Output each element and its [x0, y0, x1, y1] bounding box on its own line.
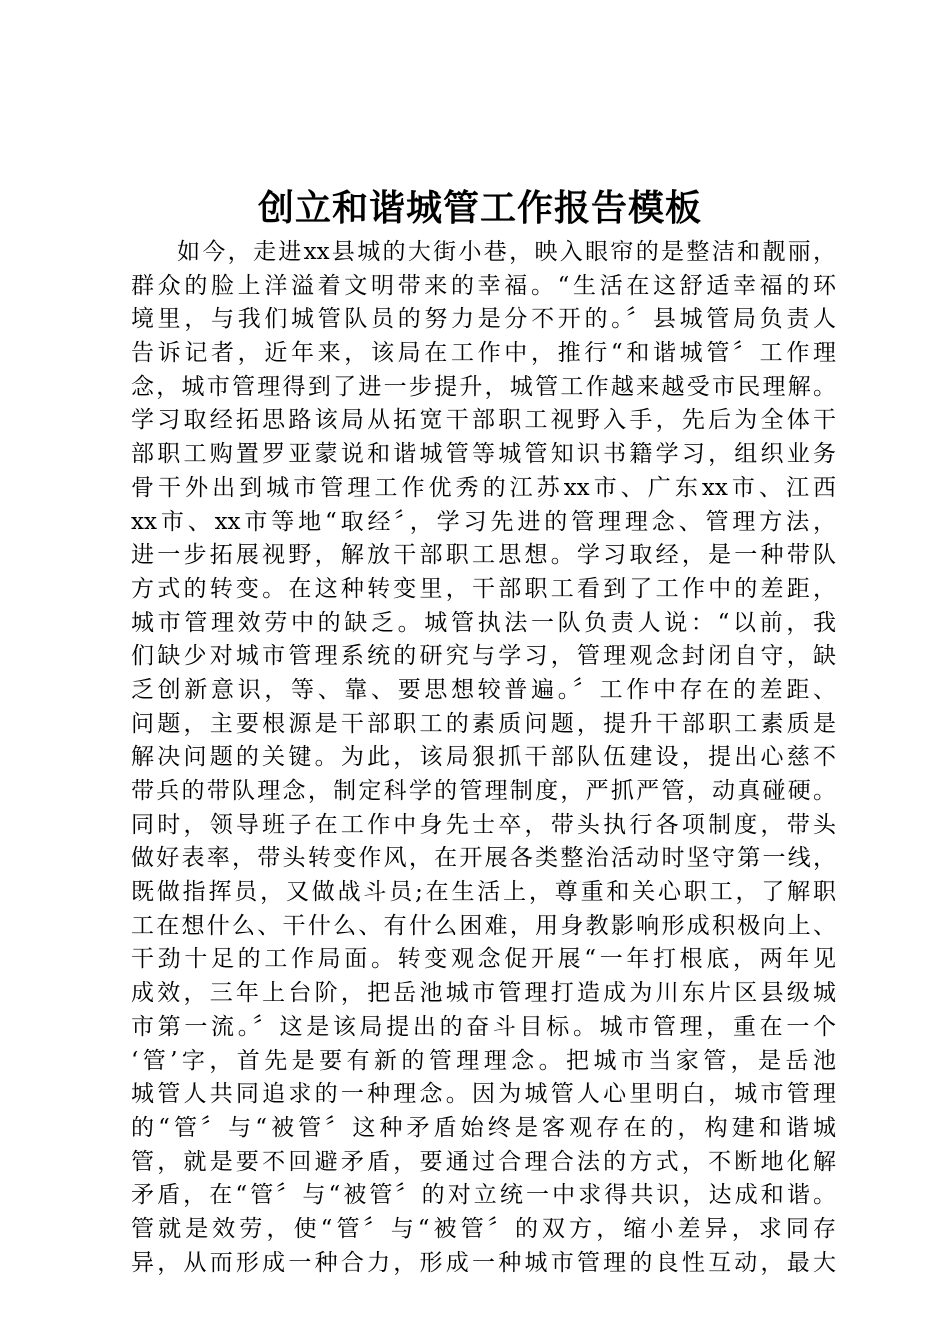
- body-line: 管就是效劳，使“管〞与“被管〞的双方，缩小差异，求同存: [131, 1215, 836, 1242]
- body-line: 问题，主要根源是干部职工的素质问题，提升干部职工素质是: [131, 710, 836, 737]
- body-line: 异，从而形成一种合力，形成一种城市管理的良性互动，最大: [131, 1249, 836, 1276]
- body-line: 同时，领导班子在工作中身先士卒，带头执行各项制度，带头: [131, 811, 836, 838]
- body-line: 告诉记者，近年来，该局在工作中，推行“和谐城管〞工作理: [131, 340, 836, 367]
- body-line: 骨干外出到城市管理工作优秀的江苏xx市、广东xx市、江西: [131, 474, 836, 501]
- body-line: 部职工购置罗亚蒙说和谐城管等城管知识书籍学习，组织业务: [131, 441, 836, 468]
- body-line: 市第一流。〞这是该局提出的奋斗目标。城市管理，重在一个: [131, 1013, 836, 1040]
- body-line: 群众的脸上洋溢着文明带来的幸福。“生活在这舒适幸福的环: [131, 272, 836, 299]
- body-line: 境里，与我们城管队员的努力是分不开的。〞县城管局负责人: [131, 306, 836, 333]
- document-body: [131, 236, 836, 1280]
- body-line: 矛盾，在“管〞与“被管〞的对立统一中求得共识，达成和谐。: [131, 1182, 836, 1209]
- body-line: 既做指挥员，又做战斗员;在生活上，尊重和关心职工，了解职: [131, 879, 836, 906]
- body-line: 方式的转变。在这种转变里，干部职工看到了工作中的差距，: [131, 575, 836, 602]
- body-line: xx市、xx市等地“取经〞，学习先进的管理理念、管理方法，: [131, 508, 836, 535]
- body-line: 念，城市管理得到了进一步提升，城管工作越来越受市民理解。: [131, 373, 836, 400]
- body-line: ‘管’字，首先是要有新的管理理念。把城市当家管，是岳池: [131, 1047, 836, 1074]
- body-line: 管，就是要不回避矛盾，要通过合理合法的方式，不断地化解: [131, 1148, 836, 1175]
- document-title: 创立和谐城管工作报告模板: [257, 187, 702, 229]
- body-line: 城市管理效劳中的缺乏。城管执法一队负责人说：“以前，我: [131, 609, 836, 636]
- body-line: 城管人共同追求的一种理念。因为城管人心里明白，城市管理: [131, 1081, 836, 1108]
- body-line: 学习取经拓思路该局从拓宽干部职工视野入手，先后为全体干: [131, 407, 836, 434]
- body-line: 解决问题的关键。为此，该局狠抓干部队伍建设，提出心慈不: [131, 744, 836, 771]
- body-line: 工在想什么、干什么、有什么困难，用身教影响形成积极向上、: [131, 912, 836, 939]
- body-line: 干劲十足的工作局面。转变观念促开展“一年打根底，两年见: [131, 946, 836, 973]
- body-line: 成效，三年上台阶，把岳池城市管理打造成为川东片区县级城: [131, 980, 836, 1007]
- body-line: 乏创新意识，等、靠、要思想较普遍。〞工作中存在的差距、: [131, 676, 836, 703]
- body-line: 的“管〞与“被管〞这种矛盾始终是客观存在的，构建和谐城: [131, 1114, 836, 1141]
- body-line: 如今，走进xx县城的大街小巷，映入眼帘的是整洁和靓丽，: [177, 239, 836, 265]
- body-line: 带兵的带队理念，制定科学的管理制度，严抓严管，动真碰硬。: [131, 778, 836, 804]
- body-line: 做好表率，带头转变作风，在开展各类整治活动时坚守第一线，: [131, 845, 836, 872]
- body-line: 进一步拓展视野，解放干部职工思想。学习取经，是一种带队: [131, 542, 836, 569]
- body-line: 们缺少对城市管理系统的研究与学习，管理观念封闭自守，缺: [131, 643, 836, 670]
